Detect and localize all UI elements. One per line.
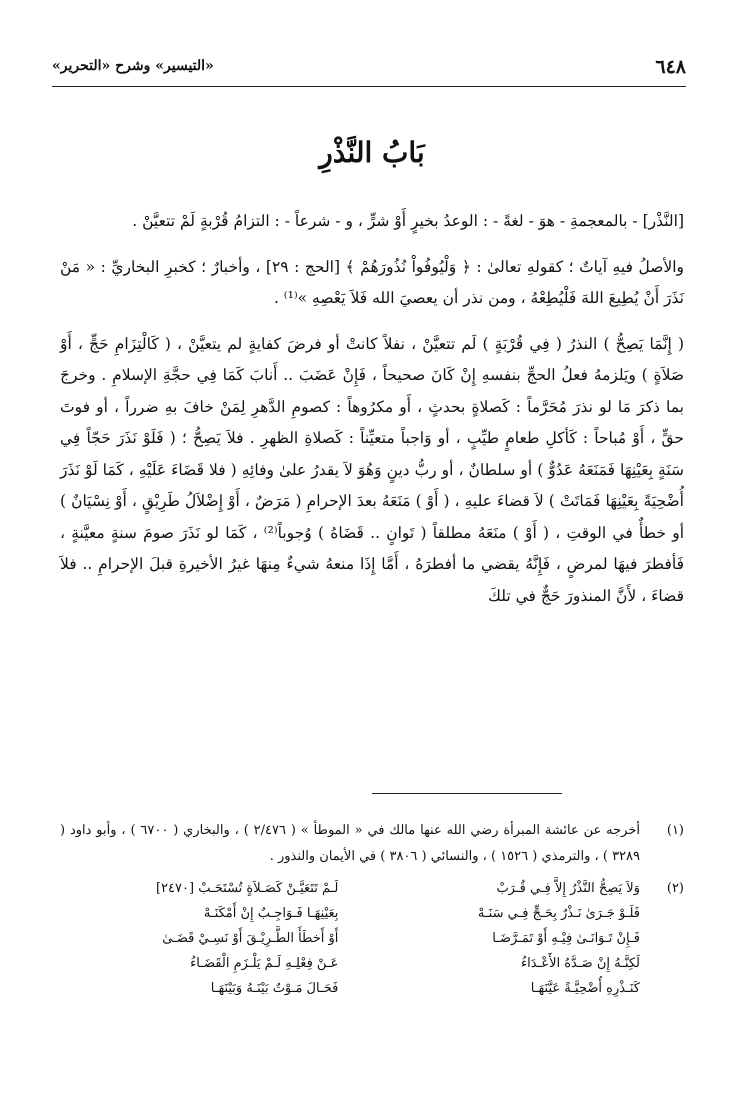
verse-second-hemistich: أَوْ أَخطَأَ الطَّـرِيْـقَ أَوْ نَسِـيْ قَضَـىٰ (162, 931, 339, 946)
page-number: ٦٤٨ (655, 56, 686, 78)
verse-first-hemistich: فَلَـوْ جَـرَىٰ نَـذْرٌ بِحَـجٍّ فِـي سَنَـهْ (477, 906, 640, 921)
verse-second-hemistich: بِعَيْنِهَـا فَـوَاجِـبٌ إِنْ أَمْكَنَـهْ (203, 906, 339, 921)
verse-line (60, 876, 640, 901)
page-header (52, 56, 686, 87)
paragraph: [النَّذْر] - بالمعجمةِ - هوَ - لغةً - : الوعدُ بخيرٍ أَوْ شرٍّ ، و - شرعاً - : التزامُ قُرْبةٍ لَمْ تتعيَّنْ . (132, 212, 684, 230)
footnote (60, 818, 684, 870)
verse-second-hemistich: عَـنْ فِعْلِـهِ لَـمْ يَلْـزَمِ الْقَضَـاءُ (190, 956, 339, 971)
footnote-text: أخرجه عن عائشة المبرأة رضي الله عنها مالك في « الموطأ » ( ٢/٤٧٦ ) ، والبخاري ( ٦٧٠٠ ) ، وأبو داود ( ٣٢٨٩ ) ، والترمذي ( ١٥٢٦ ) ، والنسائي ( ٣٨٠٦ ) في الأيمان والنذور . (60, 823, 640, 864)
verse-line (60, 901, 640, 926)
running-title: «التيسير» وشرح «التحرير» (52, 58, 214, 74)
verse-first-hemistich: وَلاَ يَصِحُّ النَّذْرُ إِلاَّ فِـي قُـرَبْ (496, 881, 640, 896)
verse-line (60, 926, 640, 951)
paragraph: والأصلُ فيهِ آياتٌ ؛ كقولهِ تعالىٰ : ﴿ وَلْيُوفُواْ نُذُورَهُمْ ﴾ [الحج : ٢٩] ، وأخبارٌ ؛ كخبرِ البخاريِّ : « مَنْ نَذَرَ أَنْ يُطِيعَ اللهَ فَلْيُطِعْهُ ، ومن نذر أن يعصيَ الله فَلاَ يَعْصِهِ »⁽¹⁾ . (60, 257, 685, 307)
chapter-title: بَابُ النَّذْرِ (319, 136, 425, 169)
footnote-number: (٢) (666, 881, 684, 896)
verse-line (60, 976, 640, 1001)
verse-line (60, 951, 640, 976)
footnotes (60, 818, 684, 1001)
verse-first-hemistich: كَنَـذْرِهِ أُضْحِيَّـةً عَيَّنَهَـا (530, 981, 640, 996)
footnote-number: (١) (666, 823, 684, 838)
main-text (60, 206, 684, 626)
verse-second-hemistich: لَـمْ تَتَعَيَّـنْ كَصَـلاَةٍ تُسْتَحَـبْ [٢٤٧٠] (155, 881, 339, 896)
paragraph: ( إِنَّمَا يَصِحُّ ) النذرُ ( فِي قُرْبَةٍ ) لَم تتعيَّنْ ، نفلاً كانتْ أو فرضَ كفايةٍ لم يتعيَّنْ ، ( كَالْتِزَامِ حَجٍّ ، أَوْ صَلاَةٍ ) ويَلزمهُ فعلُ الحجِّ بنفسهِ إِنْ كَانَ صحيحاً ، فَإِنْ عَضَبَ .. أَنابَ كَمَا فِي حجَّةِ الإسلامِ . وخرجَ بما ذكرَ مَا لو نذرَ مُحَرَّماً : كَصلاةٍ بحدثٍ ، أَو مكرُوهاً : كصومِ الدَّهرِ لِمَنْ خافَ بهِ ضرراً ، أو فوتَ حقٍّ ، أَوْ مُباحاً : كَأكلِ طعامٍ طيِّبٍ ، أو وَاجباً متعيِّناً : كَصلاةِ الظهرِ . فلاَ يَصِحُّ ؛ ( فَلَوْ نَذَرَ حَجّاً فِي سَنَةٍ بِعَيْنِهَا فَمَنَعَهُ عَدُوٌّ ) أو سلطانٌ ، أو ربُّ دينٍ وَهُوَ لاَ يقدرُ علىٰ وفائِهِ ( فلا قَضَاءَ عَلَيْهِ ، كَمَا لَوْ نَذَرَ أُضْحِيَةً بِعَيْنِهَا فَمَاتَتْ ) لاَ قضاءَ عليهِ ، ( أَوْ ) مَنَعَهُ بعدَ الإحرامِ ( مَرَضٌ ، أَوْ إِضْلاَلُ طَرِيْقٍ ، أَوْ نِسْيَانٌ ) أو خطأٌ في الوقتِ ، ( أَوْ ) منَعَهُ مطلقاً ( تَوانٍ .. قَضَاهُ ) وُجوباً⁽²⁾ ، كَمَا لو نَذَرَ صومَ سنةٍ معيَّنةٍ ، فَأفطرَ فيهَا لمرضٍ ، فَإِنَّهُ يقضي ما أفطرَهُ ، أَمَّا إِذَا منعهُ شيءٌ مِنهَا غيرُ الأخيرةِ قبلَ الإحرامِ .. فلاَ قضاءَ ، لأَنَّ المنذورَ حَجٌّ في تلكَ (60, 334, 685, 605)
verse-first-hemistich: فَـإِنْ تَـوَانَـىٰ فِيْـهِ أَوْ تَمَـرَّضَـا (492, 931, 640, 946)
footnote-divider (372, 793, 562, 794)
footnote-verses (60, 876, 684, 1001)
verse-first-hemistich: لَكِنَّـهُ إِنْ صَـدَّهُ الأَعْـدَاءُ (520, 956, 640, 971)
verse-second-hemistich: فَحَـالَ مَـوْتٌ بَيْنَـهُ وَبَيْنَهَـا (210, 981, 339, 996)
